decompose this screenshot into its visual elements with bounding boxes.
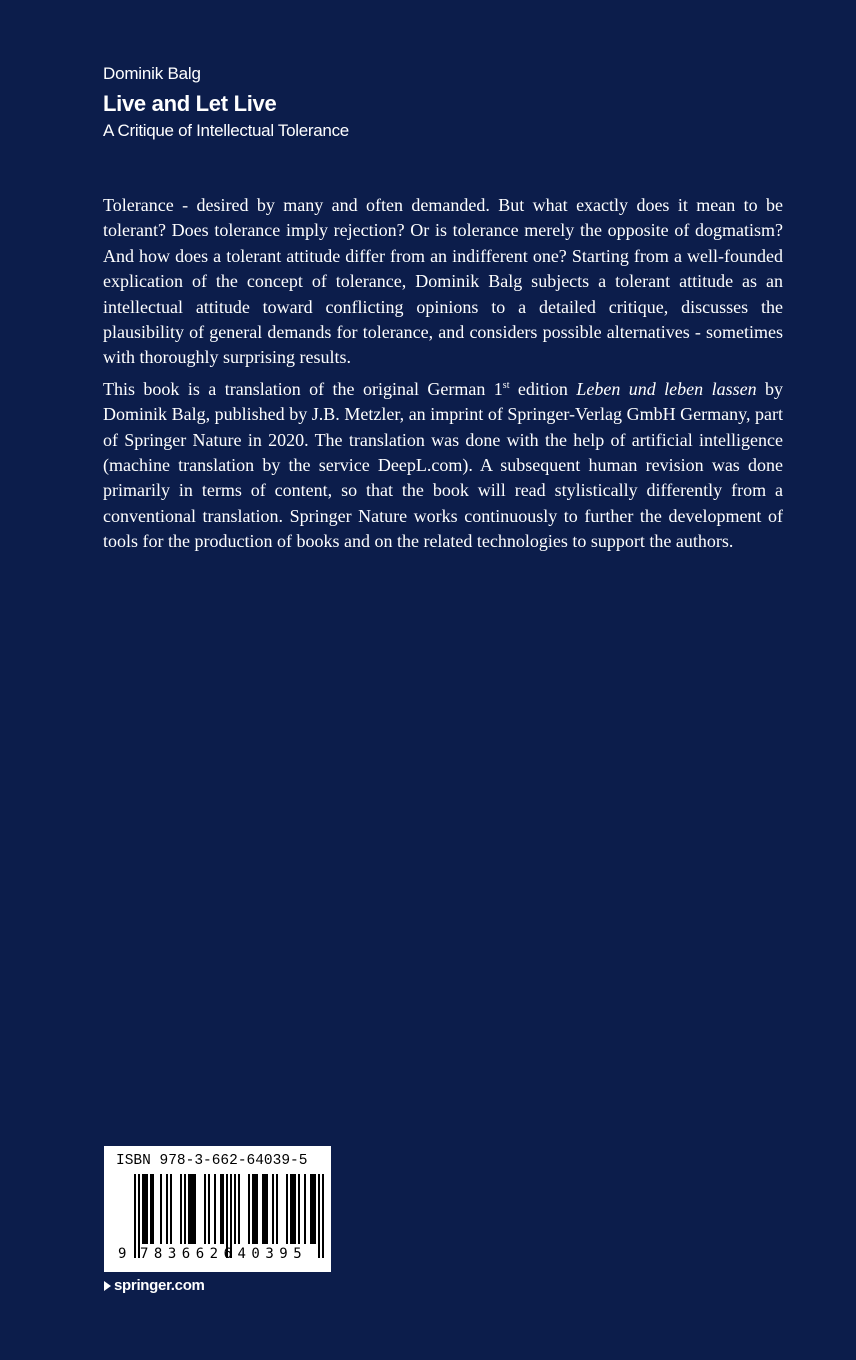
isbn-barcode — [104, 1146, 331, 1272]
barcode-bar — [166, 1174, 168, 1244]
barcode-bar — [192, 1174, 194, 1244]
barcode-bar — [264, 1174, 266, 1244]
barcode-bar — [272, 1174, 274, 1244]
cover-header — [103, 60, 349, 142]
barcode-bar — [254, 1174, 256, 1244]
barcode-bar — [256, 1174, 258, 1244]
blurb-edition-word: edition — [509, 378, 577, 399]
barcode-bar — [322, 1174, 324, 1258]
arrow-right-icon — [104, 1281, 111, 1291]
barcode-bar — [304, 1174, 306, 1244]
barcode-bar — [310, 1174, 312, 1244]
barcode-bar — [238, 1174, 240, 1244]
ordinal-superscript: st — [502, 379, 510, 391]
barcode-bar — [220, 1174, 222, 1244]
barcode-bar — [190, 1174, 192, 1244]
blurb-paragraph-2-rest: by Dominik Balg, published by J.B. Metzler, an imprint of Springer-Verlag GmbH Germany, part of Springer Nature in 2020. The translation was done with the help of artificial intelligence (machine translation by the service DeepL.com). A subsequent human revision was done primarily in terms of content, so that the book will read stylistically differently from a conventional translation. Springer Nature works continuously to further the development of tools for the production of books and on the related technologies to support the authors. — [103, 378, 784, 552]
barcode-bar — [298, 1174, 300, 1244]
barcode-bar — [144, 1174, 146, 1244]
author-name: Dominik Balg — [103, 64, 201, 83]
barcode-bar — [152, 1174, 154, 1244]
barcode-bar — [160, 1174, 162, 1244]
barcode-bar — [188, 1174, 190, 1244]
barcode-bar — [266, 1174, 268, 1244]
book-subtitle: A Critique of Intellectual Tolerance — [103, 121, 349, 140]
ean-first-digit: 9 — [118, 1246, 127, 1262]
barcode-bar — [194, 1174, 196, 1244]
original-title: Leben und leben lassen — [576, 378, 757, 399]
barcode-bar — [180, 1174, 182, 1244]
barcode-bar — [312, 1174, 314, 1244]
blurb-paragraph-1: Tolerance - desired by many and often demanded. But what exactly does it mean to be tolerant? Does tolerance imply rejection? Or is tolerance merely the opposite of dogmatism? And how does a tolerant attitude differ from an indifferent one? Starting from a well-founded explication of the concept of tolerance, Dominik Balg subjects a tolerant attitude as an intellectual attitude toward conflicting opinions to a detailed critique, discusses the plausibility of general demands for tolerance, and considers possible alternatives - sometimes with thoroughly surprising results. — [103, 195, 783, 368]
website-label: springer.com — [114, 1277, 205, 1294]
back-cover-blurb — [103, 193, 783, 561]
barcode-bar — [170, 1174, 172, 1244]
barcode-bar — [318, 1174, 320, 1258]
barcode-bar — [286, 1174, 288, 1244]
ean-digits: 783662640395 — [140, 1246, 308, 1262]
barcode-bar — [290, 1174, 292, 1244]
barcode-bar — [142, 1174, 144, 1244]
blurb-paragraph-2-start: This book is a translation of the original German 1 — [103, 378, 503, 399]
barcode-bar — [204, 1174, 206, 1244]
barcode-bar — [292, 1174, 294, 1244]
barcode-bar — [134, 1174, 136, 1258]
barcode-bar — [208, 1174, 210, 1244]
barcode-bar — [234, 1174, 236, 1244]
barcode-bar — [314, 1174, 316, 1244]
barcode-bar — [262, 1174, 264, 1244]
website-link[interactable] — [104, 1276, 205, 1296]
barcode-bar — [184, 1174, 186, 1244]
isbn-label: ISBN 978-3-662-64039-5 — [116, 1153, 308, 1169]
book-title: Live and Let Live — [103, 91, 277, 116]
barcode-bar — [214, 1174, 216, 1244]
barcode-bar — [252, 1174, 254, 1244]
blurb-paragraph-2 — [103, 377, 783, 555]
barcode-bar — [222, 1174, 224, 1244]
barcode-bar — [150, 1174, 152, 1244]
barcode-bar — [146, 1174, 148, 1244]
barcode-bar — [276, 1174, 278, 1244]
barcode-bar — [294, 1174, 296, 1244]
barcode-bar — [248, 1174, 250, 1244]
